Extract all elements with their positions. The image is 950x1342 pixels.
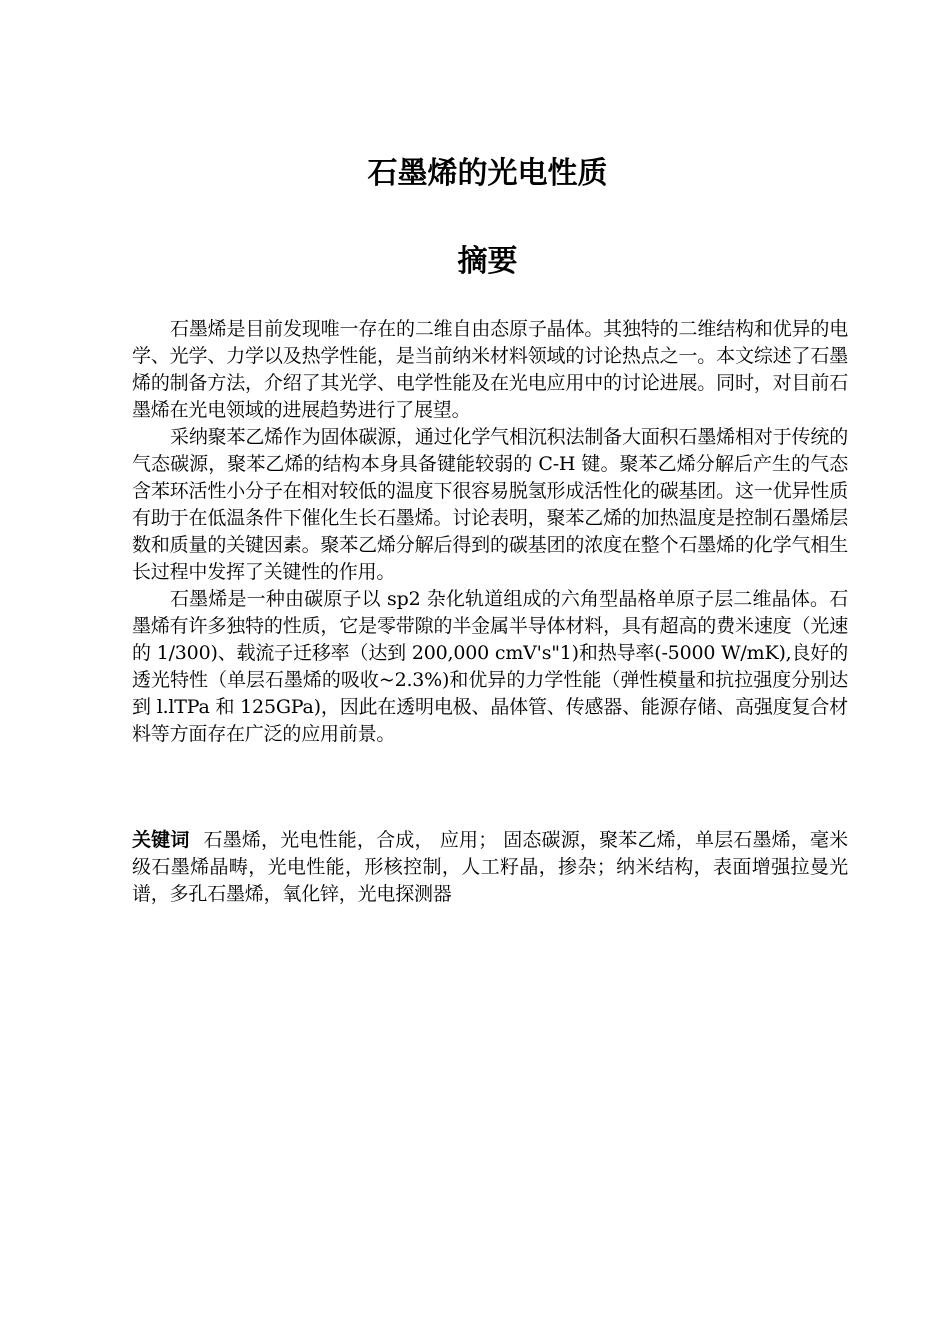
abstract-body (132, 316, 848, 748)
abstract-paragraph-1: 石墨烯是目前发现唯一存在的二维自由态原子晶体。其独特的二维结构和优异的电学、光学、力学以及热学性能，是当前纳米材料领域的讨论热点之一。本文综述了石墨烯的制备方法，介绍了其光学、电学性能及在光电应用中的讨论进展。同时，对目前石墨烯在光电领域的进展趋势进行了展望。 (132, 318, 848, 421)
keywords-label: 关键词 (132, 829, 190, 851)
abstract-heading: 摘要 (457, 244, 518, 279)
abstract-paragraph-3: 石墨烯是一种由碳原子以 sp2 杂化轨道组成的六角型晶格单原子层二维晶体。石墨烯有许多独特的性质，它是零带隙的半金属半导体材料，具有超高的费米速度（光速的 1/300)、载流子迁移率（达到 200,000 cmV's"1)和热导率(-5000 W/mK),良好的透光特性（单层石墨烯的吸收~2.3%)和优异的力学性能（弹性模量和抗拉强度分别达到 l.lTPa 和 125GPa)，因此在透明电极、晶体管、传感器、能源存储、高强度复合材料等方面存在广泛的应用前景。 (132, 588, 848, 745)
keywords-text: 石墨烯，光电性能，合成， 应用； 固态碳源，聚苯乙烯，单层石墨烯，毫米级石墨烯晶畴，光电性能，形核控制，人工籽晶，掺杂；纳米结构，表面增强拉曼光谱，多孔石墨烯，氧化锌，光电探测器 (132, 829, 848, 905)
document-title: 石墨烯的光电性质 (367, 156, 608, 191)
keywords-section (132, 827, 848, 908)
abstract-paragraph-2: 采纳聚苯乙烯作为固体碳源，通过化学气相沉积法制备大面积石墨烯相对于传统的气态碳源，聚苯乙烯的结构本身具备键能较弱的 C-H 键。聚苯乙烯分解后产生的气态含苯环活性小分子在相对较低的温度下很容易脱氢形成活性化的碳基团。这一优异性质有助于在低温条件下催化生长石墨烯。讨论表明，聚苯乙烯的加热温度是控制石墨烯层数和质量的关键因素。聚苯乙烯分解后得到的碳基团的浓度在整个石墨烯的化学气相生长过程中发挥了关键性的作用。 (132, 426, 848, 583)
